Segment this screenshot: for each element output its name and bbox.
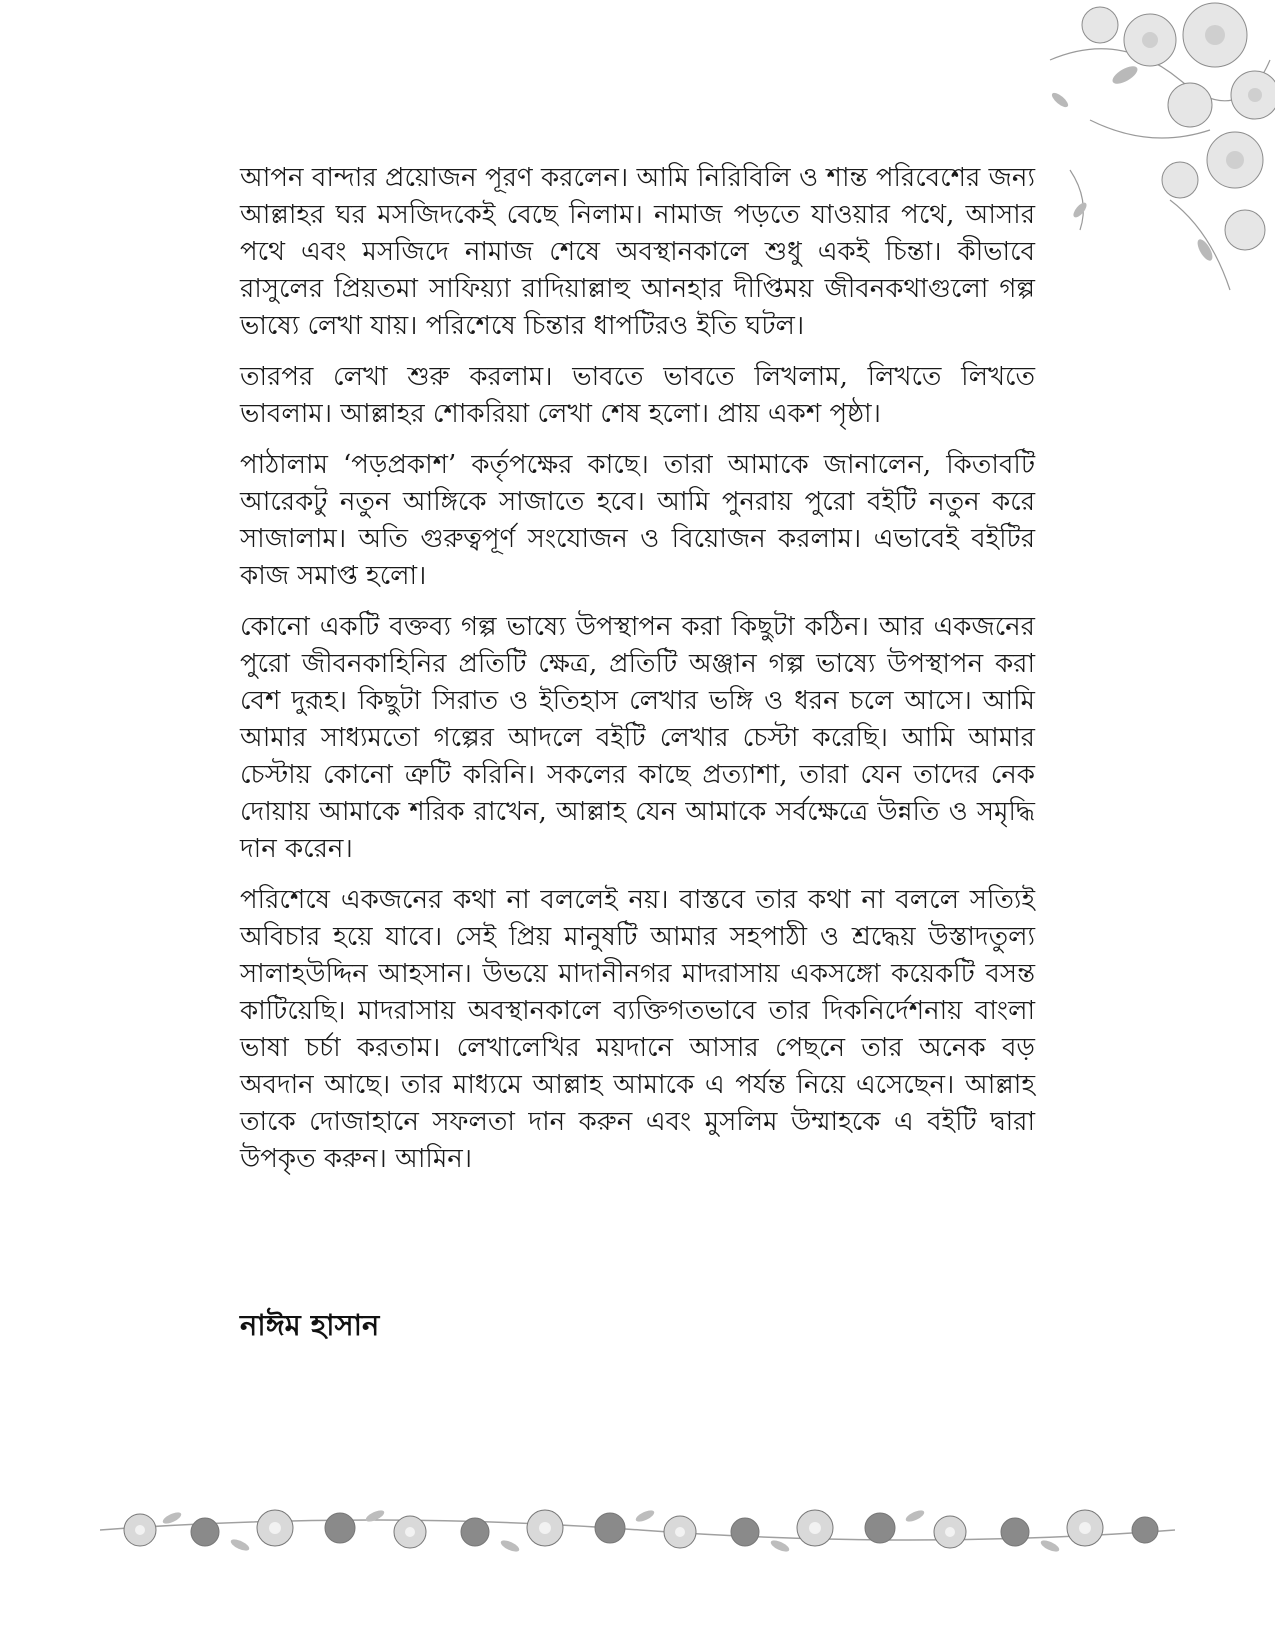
author-signature: নাঈম হাসান bbox=[240, 1308, 380, 1342]
paragraph-3: পাঠালাম ‘পড়প্রকাশ’ কর্তৃপক্ষের কাছে। তারা আমাকে জানালেন, কিতাবটি আরেকটু নতুন আঙ্গিকে সাজাতে হবে। আমি পুনরায় পুরো বইটি নতুন করে সাজালাম। অতি গুরুত্বপূর্ণ সংযোজন ও বিয়োজন করলাম। এভাবেই বইটির কাজ সমাপ্ত হলো। bbox=[240, 450, 1035, 591]
paragraph-1: আপন বান্দার প্রয়োজন পূরণ করলেন। আমি নিরিবিলি ও শান্ত পরিবেশের জন্য আল্লাহর ঘর মসজিদকেই বেছে নিলাম। নামাজ পড়তে যাওয়ার পথে, আসার পথে এবং মসজিদে নামাজ শেষে অবস্থানকালে শুধু একই চিন্তা। কীভাবে রাসুলের প্রিয়তমা সাফিয়্যা রাদিয়াল্লাহু আনহার দীপ্তিময় জীবনকথাগুলো গল্প ভাষ্যে লেখা যায়। পরিশেষে চিন্তার ধাপটিরও ইতি ঘটল। bbox=[240, 163, 1035, 341]
paragraph-4: কোনো একটি বক্তব্য গল্প ভাষ্যে উপস্থাপন করা কিছুটা কঠিন। আর একজনের পুরো জীবনকাহিনির প্রতিটি ক্ষেত্র, প্রতিটি অঞ্জান গল্প ভাষ্যে উপস্থাপন করা বেশ দুরূহ। কিছুটা সিরাত ও ইতিহাস লেখার ভঙ্গি ও ধরন চলে আসে। আমি আমার সাধ্যমতো গল্পের আদলে বইটি লেখার চেস্টা করেছি। আমি আমার চেস্টায় কোনো ত্রুটি করিনি। সকলের কাছে প্রত্যাশা, তারা যেন তাদের নেক দোয়ায় আমাকে শরিক রাখেন, আল্লাহ যেন আমাকে সর্বক্ষেত্রে উন্নতি ও সমৃদ্ধি দান করেন। bbox=[240, 612, 1035, 864]
paragraph-2: তারপর লেখা শুরু করলাম। ভাবতে ভাবতে লিখলাম, লিখতে লিখতে ভাবলাম। আল্লাহর শোকরিয়া লেখা শেষ হলো। প্রায় একশ পৃষ্ঠা। bbox=[240, 362, 1035, 429]
paragraph-5: পরিশেষে একজনের কথা না বললেই নয়। বাস্তবে তার কথা না বললে সত্যিই অবিচার হয়ে যাবে। সেই প্রিয় মানুষটি আমার সহপাঠী ও শ্রদ্ধেয় উস্তাদতুল্য সালাহউদ্দিন আহসান। উভয়ে মাদানীনগর মাদরাসায় একসঙ্গো কয়েকটি বসন্ত কাটিয়েছি। মাদরাসায় অবস্থানকালে ব্যক্তিগতভাবে তার দিকনির্দেশনায় বাংলা ভাষা চর্চা করতাম। লেখালেখির ময়দানে আসার পেছনে তার অনেক বড় অবদান আছে। তার মাধ্যমে আল্লাহ আমাকে এ পর্যন্ত নিয়ে এসেছেন। আল্লাহ তাকে দোজাহানে সফলতা দান করুন এবং মুসলিম উম্মাহকে এ বইটি দ্বারা উপকৃত করুন। আমিন। bbox=[240, 885, 1035, 1174]
corner-floral-ornament bbox=[1030, 0, 1275, 300]
body-text bbox=[240, 160, 1035, 1192]
bottom-floral-ornament bbox=[100, 1490, 1175, 1570]
